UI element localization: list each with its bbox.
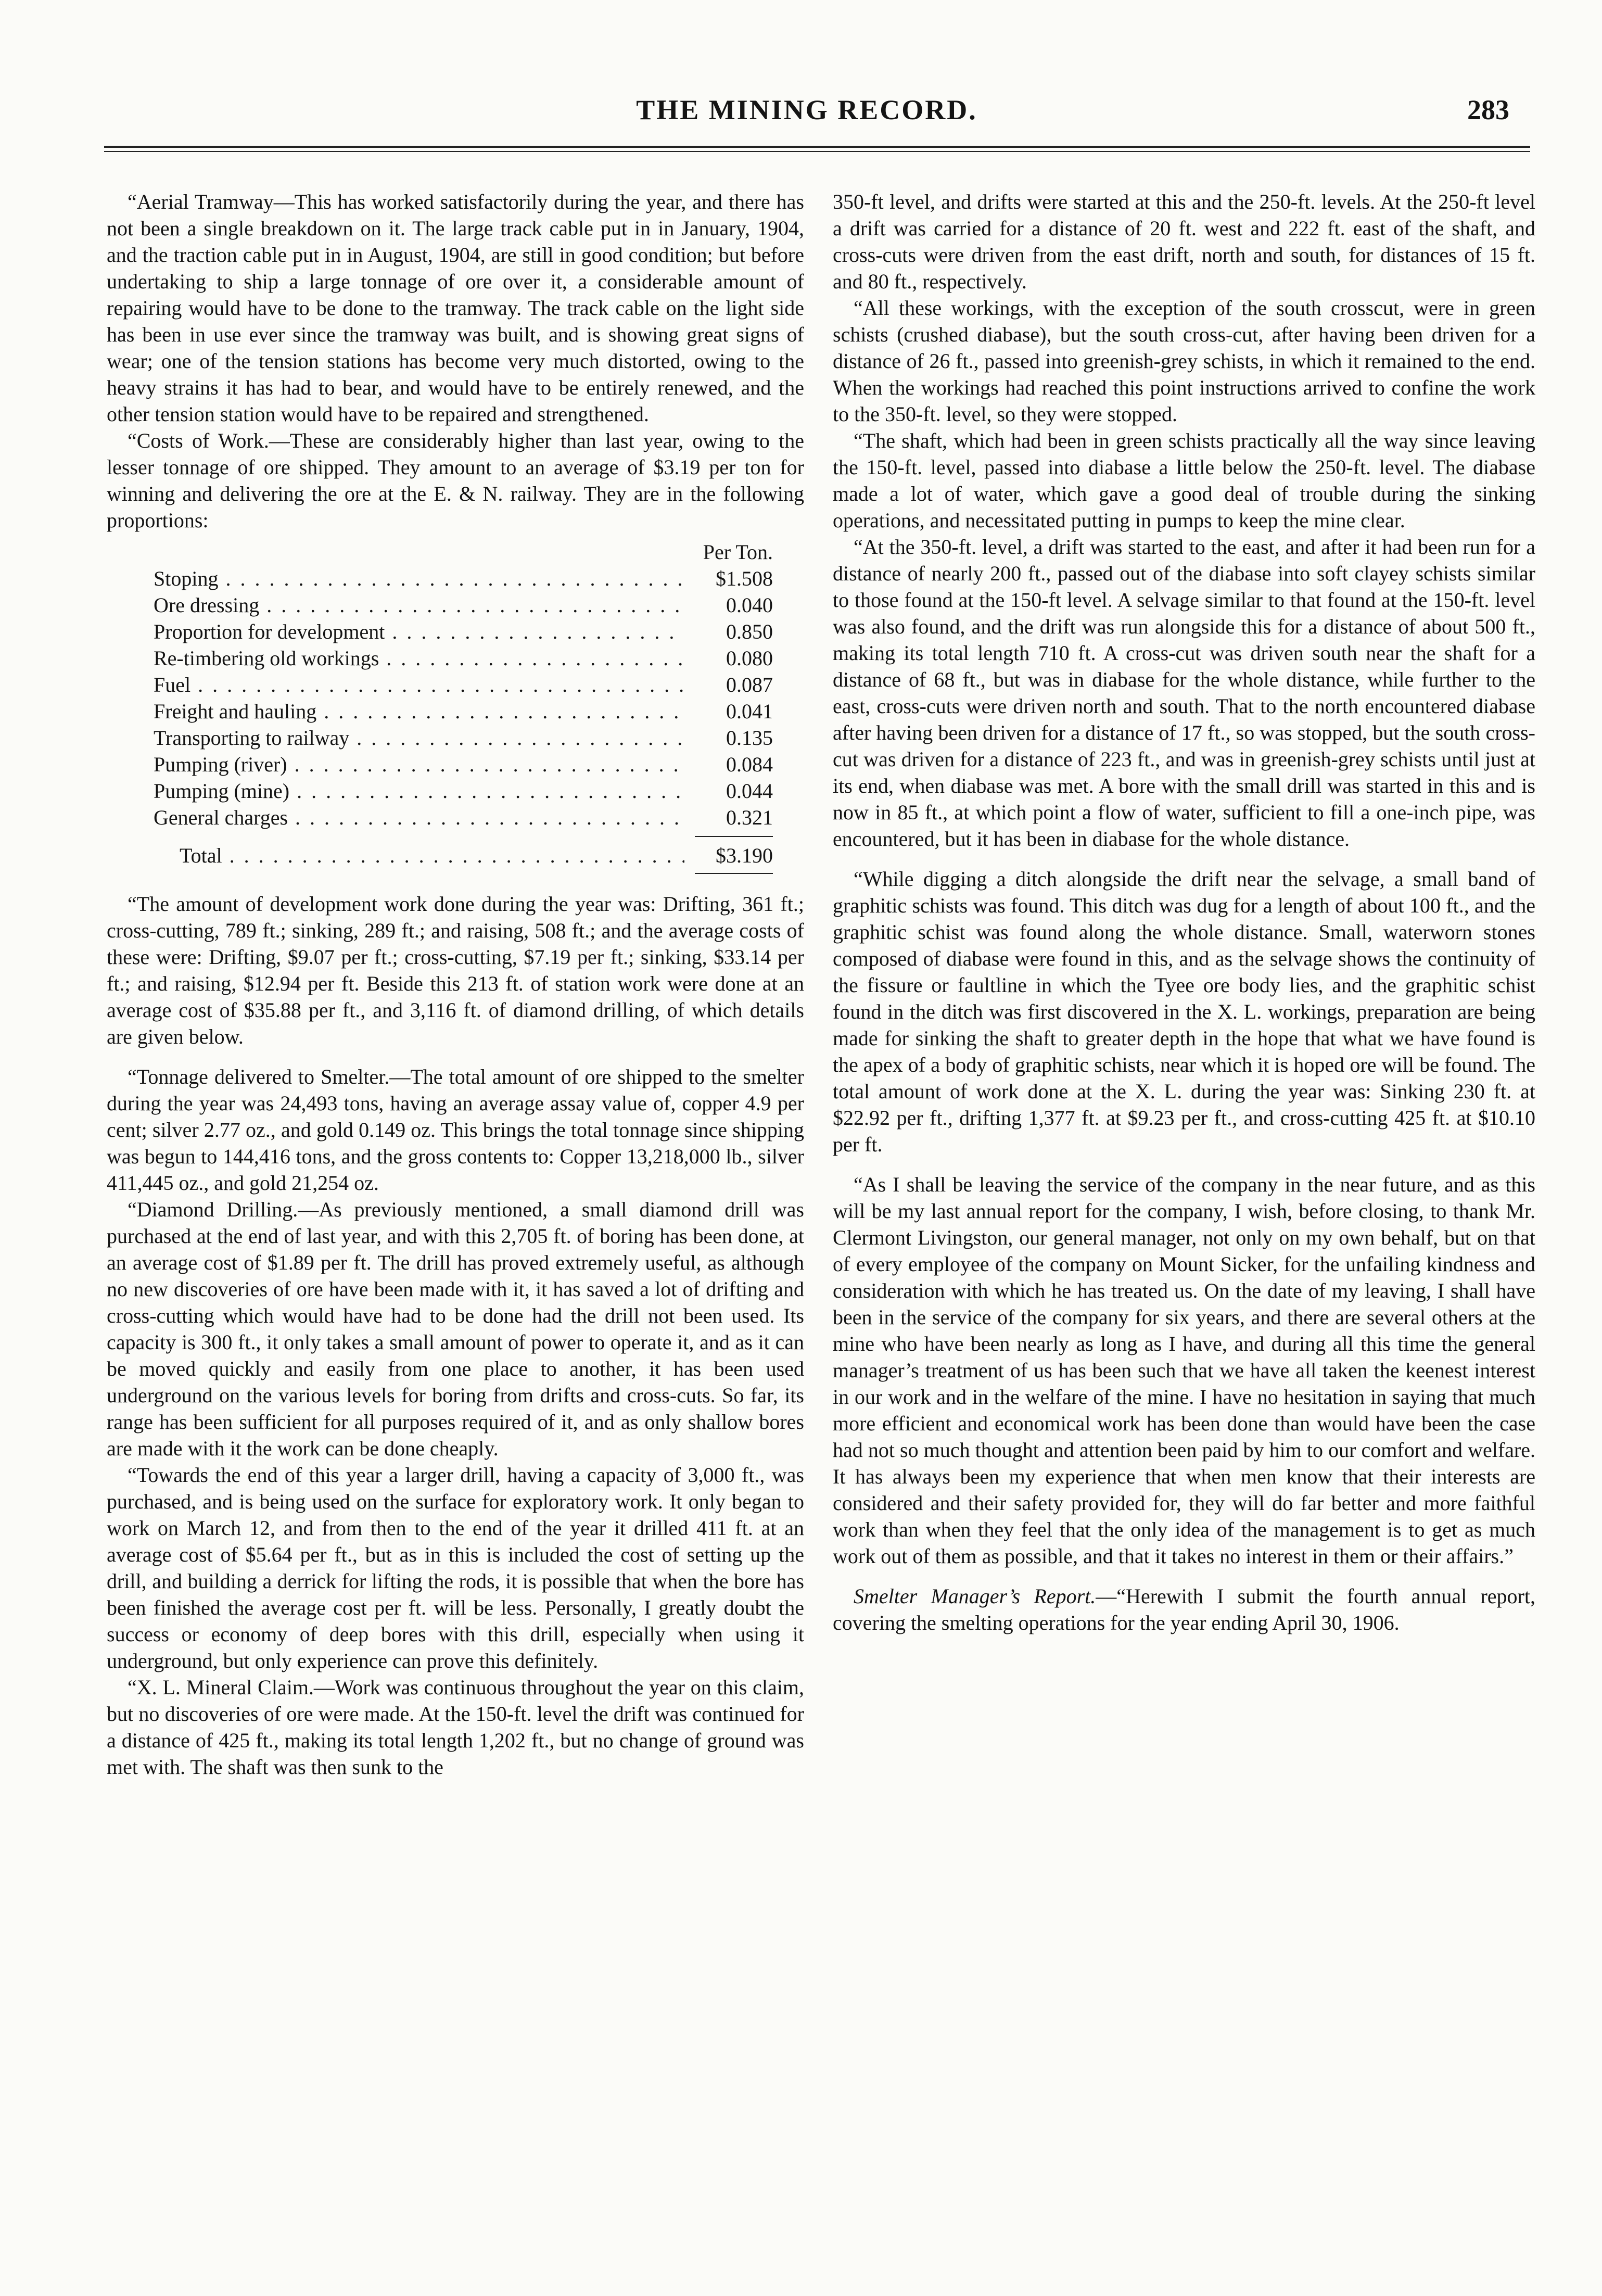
cost-row: [154, 592, 773, 618]
cost-value: 0.040: [726, 593, 773, 617]
paragraph-larger-drill: “Towards the end of this year a larger drill, having a capacity of 3,000 ft., was purchased, and is being used on the surface for exploratory work. It only began to work on March 12, and from then to the end of the year it drilled 411 ft. at an average cost of $5.64 per ft., but as in this is included the cost of setting up the drill, and building a derrick for lifting the rods, it is possible that when the bore has been finished the average cost per ft. will be less. Personally, I greatly doubt the success or economy of deep bores with this drill, especially when using it underground, but only experience can prove this definitely.: [107, 1463, 804, 1672]
cost-value: 0.135: [726, 726, 773, 750]
paragraph-aerial-tramway: “Aerial Tramway—This has worked satisfactorily during the year, and there has not been a single breakdown on it. The large track cable put in in January, 1904, and the traction cable put in in August, 1904, are still in good condition; but before undertaking to ship a large tonnage of ore over it, a considerable amount of repairing would have to be done to the tramway. The track cable on the light side has been in use ever since the tramway was built, and is showing great signs of wear; one of the tension stations has become very much distorted, owing to the heavy strains it has had to bear, and would have to be entirely renewed, and the other tension station would have to be repaired and strengthened.: [107, 190, 804, 426]
cost-value: 0.321: [726, 806, 773, 829]
cost-item: Stoping . . .: [154, 565, 684, 592]
cost-item: Transporting to railway . . .: [154, 725, 684, 751]
paragraph-diamond-drilling: “Diamond Drilling.—As previously mentioned, a small diamond drill was purchased at the end of last year, and with this 2,705 ft. of boring has been done, at an average cost of $1.89 per ft. The drill has proved extremely useful, as although no new discoveries of ore have been made with it, it has saved a lot of drifting and cross-cutting which would have had to be done had the drill not been used. Its capacity is 300 ft., it only takes a small amount of power to operate it, and as it can be moved quickly and easily from one place to another, it has been used underground on the various levels for boring from drifts and cross-cuts. So far, its range has been sufficient for all purposes required of it, and as only shallow bores are made with it the work can be done cheaply.: [107, 1198, 804, 1460]
cost-row: [154, 618, 773, 645]
paragraph-costs-of-work: “Costs of Work.—These are considerably higher than last year, owing to the lesser tonnage of ore shipped. They amount to an average of $3.19 per ton for winning and delivering the ore at the E. & N. railway. They are in the following proportions:: [107, 429, 804, 532]
cost-total-row: [154, 842, 773, 869]
cost-item: Freight and hauling . . .: [154, 698, 684, 725]
smelter-report-body: —“Herewith I submit the fourth annual report, covering the smelting operations for the year ending April 30, 1906.: [833, 1584, 1535, 1634]
cost-row: [154, 725, 773, 751]
cost-row: [154, 698, 773, 725]
cost-item: Proportion for development . . .: [154, 618, 684, 645]
cost-value: $1.508: [716, 567, 773, 590]
cost-item: Re-timbering old workings . . .: [154, 645, 684, 671]
smelter-report-heading: Smelter Manager’s Report.: [854, 1584, 1096, 1608]
paragraph-xl-mineral-claim: “X. L. Mineral Claim.—Work was continuous throughout the year on this claim, but no discoveries of ore were made. At the 150-ft. level the drift was continued for a distance of 425 ft., making its total length 1,202 ft., but no change of ground was met with. The shaft was then sunk to the: [107, 1676, 804, 1779]
cost-item: Pumping (mine) . . .: [154, 778, 684, 804]
cost-row: [154, 804, 773, 831]
cost-row: [154, 778, 773, 804]
cost-row: [154, 565, 773, 592]
paragraph-green-schists: “All these workings, with the exception of the south crosscut, were in green schists (crushed diabase), but the south cross-cut, after having been driven for a distance of 26 ft., passed into greenish-grey schists, in which it remained to the end. When the workings had reached this point instructions arrived to confine the work to the 350-ft. level, so they were stopped.: [833, 296, 1535, 426]
cost-row: [154, 671, 773, 698]
cost-total-value: $3.190: [716, 844, 773, 867]
paragraph-continued-levels: 350-ft level, and drifts were started at this and the 250-ft. levels. At the 250-ft level a drift was carried for a distance of 20 ft. west and 222 ft. east of the shaft, and cross-cuts were driven from the east drift, north and south, for distances of 15 ft. and 80 ft., respectively.: [833, 190, 1535, 293]
cost-value: 0.084: [726, 753, 773, 776]
paragraph-smelter-report: [833, 1583, 1535, 1636]
total-rule: [695, 836, 773, 837]
header-rule-thin: [104, 151, 1530, 152]
cost-value: 0.087: [726, 673, 773, 696]
cost-value: 0.850: [726, 620, 773, 643]
page-number: 283: [1467, 94, 1509, 125]
paragraph-graphitic-schists: “While digging a ditch alongside the drift near the selvage, a small band of graphitic schists was found. This ditch was dug for a length of about 100 ft., and the graphitic schist was found along the whole distance. Small, waterworn stones composed of diabase were found in this, and as the selvage shows the continuity of the fissure or faultline in which the Tyee ore body lies, and the graphitic schist found in the ditch was first discovered in the X. L. workings, preparation are being made for sinking the shaft to greater depth in the hope that what we have found is the apex of a body of graphitic schists, near which it is hoped ore will be found. The total amount of work done at the X. L. during the year was: Sinking 230 ft. at $22.92 per ft., drifting 1,377 ft. at $9.23 per ft., and cross-cutting 425 ft. at $10.10 per ft.: [833, 867, 1535, 1156]
left-column: [107, 188, 804, 1780]
total-end-rule: [695, 873, 773, 874]
cost-value: 0.080: [726, 646, 773, 670]
header-rule: [104, 146, 1530, 148]
paragraph-350ft-level: “At the 350-ft. level, a drift was started to the east, and after it had been run for a distance of nearly 200 ft., passed out of the diabase into soft clayey schists similar to those found at the 150-ft level. A selvage similar to that found at the 150-ft. level was also found, and the drift was run alongside this for a distance of about 500 ft., making its total length 710 ft. A cross-cut was driven south near the shaft for a distance of 68 ft., but was in diabase for the whole distance, while further to the east, cross-cuts were driven north and south. That to the north encountered diabase after having been driven for a distance of 17 ft., so was stopped, but the south cross-cut was driven for a distance of 223 ft., and was in greenish-grey schists until just at its end, when diabase was met. A bore with the small drill was started in this and is now in 85 ft., at which point a flow of water, sufficient to fill a one-inch pipe, was encountered, but it has been in diabase for the whole distance.: [833, 535, 1535, 851]
cost-total-label: Total . . .: [154, 842, 684, 869]
right-column: [833, 188, 1535, 1636]
cost-row: [154, 751, 773, 778]
cost-item: Ore dressing . . .: [154, 592, 684, 618]
running-title: THE MINING RECORD.: [636, 94, 977, 125]
paragraph-shaft: “The shaft, which had been in green schists practically all the way since leaving the 150-ft. level, passed into diabase a little below the 250-ft. level. The diabase made a lot of water, which gave a good deal of trouble during the sinking operations, and necessitated putting in pumps to keep the mine clear.: [833, 429, 1535, 532]
paragraph-development-work: “The amount of development work done during the year was: Drifting, 361 ft.; cross-cutting, 789 ft.; sinking, 289 ft.; and raising, 508 ft.; and the average costs of these were: Drifting, $9.07 per ft.; cross-cutting, $7.19 per ft.; sinking, $33.14 per ft.; and raising, $12.94 per ft. Beside this 213 ft. of station work were done at an average cost of $35.88 per ft., and 3,116 ft. of diamond drilling, of which details are given below.: [107, 892, 804, 1048]
cost-value: 0.041: [726, 700, 773, 723]
cost-value: 0.044: [726, 779, 773, 803]
cost-table-header: Per Ton.: [703, 540, 773, 564]
cost-item: Pumping (river) . . .: [154, 751, 684, 778]
cost-item: General charges . . .: [154, 804, 684, 831]
paragraph-farewell: “As I shall be leaving the service of the company in the near future, and as this will be my last annual report for the company, I wish, before closing, to thank Mr. Clermont Livingston, our general manager, not only on my own behalf, but on that of every employee of the company on Mount Sicker, for the unfailing kindness and consideration with which he has treated us. On the date of my leaving, I shall have been in the service of the company for six years, and there are several others at the mine who have been nearly as long as I have, and during all this time the general manager’s treatment of us has been such that we have all taken the keenest interest in our work and in the welfare of the mine. I have no hesitation in saying that much more efficient and economical work has been done than would have been the case had not so much thought and attention been paid by him to our comfort and welfare. It has always been my experience that when men know that their interests are considered and their safety provided for, they will do far better and more faithful work than when they feel that the only idea of the management is to get as much work out of them as possible, and that it takes no interest in them or their affairs.”: [833, 1173, 1535, 1568]
cost-table: [107, 539, 804, 874]
paragraph-tonnage-delivered: “Tonnage delivered to Smelter.—The total amount of ore shipped to the smelter during the year was 24,493 tons, having an average assay value of, copper 4.9 per cent; silver 2.77 oz., and gold 0.149 oz. This brings the total tonnage since shipping was begun to 144,416 tons, and the gross contents to: Copper 13,218,000 lb., silver 411,445 oz., and gold 21,254 oz.: [107, 1065, 804, 1195]
cost-item: Fuel . . .: [154, 671, 684, 698]
cost-row: [154, 645, 773, 671]
